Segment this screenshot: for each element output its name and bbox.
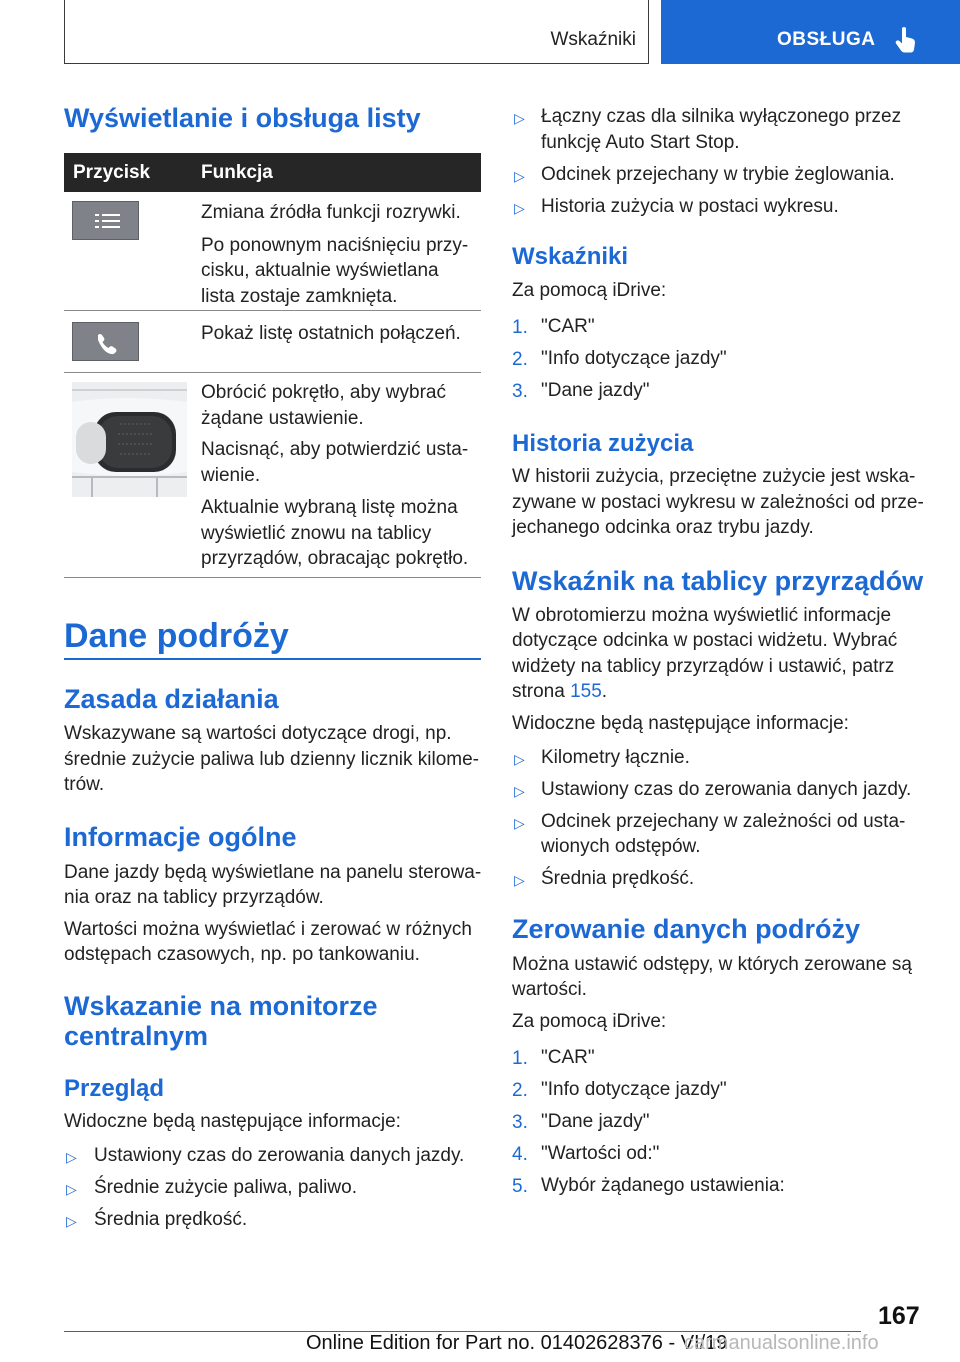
bullet-triangle-icon: ▷ <box>66 1181 77 1197</box>
bullet-triangle-icon: ▷ <box>514 110 525 126</box>
header-section-label: Wskaźniki <box>550 29 636 50</box>
phone-button-image <box>72 322 139 361</box>
bullet-triangle-icon: ▷ <box>514 168 525 184</box>
step-number: 4. <box>512 1144 528 1165</box>
indicators-step1: "CAR" <box>541 316 595 337</box>
overview-bullet1: Ustawiony czas do zerowania danych jazdy. <box>94 1145 465 1166</box>
cluster-info-text: Widoczne będą następujące informacje: <box>512 713 849 734</box>
general-text3: Wartości można wyświetlać i zerować w różnych <box>64 919 472 940</box>
bullet-triangle-icon: ▷ <box>514 872 525 888</box>
cluster-bullet2: Ustawiony czas do zerowania danych jazdy. <box>541 779 912 800</box>
overview-bullet3: Średnia prędkość. <box>94 1209 248 1230</box>
principle-heading: Zasada działania <box>64 684 279 714</box>
top-bullet3: Historia zużycia w postaci wykresu. <box>541 196 839 217</box>
step-number: 1. <box>512 1048 528 1069</box>
monitor-heading-line2: centralnym <box>64 1021 209 1051</box>
table-row2-text1: Pokaż listę ostatnich połączeń. <box>201 323 461 344</box>
step-number: 3. <box>512 381 528 402</box>
indicators-heading: Wskaźniki <box>512 243 629 270</box>
cluster-text4 <box>512 679 607 705</box>
bullet-triangle-icon: ▷ <box>66 1213 77 1229</box>
history-text3: jechanego odcinka oraz trybu jazdy. <box>512 517 814 538</box>
cluster-bullet1: Kilometry łącznie. <box>541 747 690 768</box>
page-number: 167 <box>878 1302 920 1330</box>
principle-text3: trów. <box>64 774 105 795</box>
general-heading: Informacje ogólne <box>64 822 297 852</box>
cluster-text3: widżety na tablicy przyrządów i ustawić, patrz <box>512 656 895 677</box>
reset-step5: Wybór żądanego ustawienia: <box>541 1175 785 1196</box>
table-row-divider <box>64 372 481 373</box>
reset-step3: "Dane jazdy" <box>541 1111 650 1132</box>
bullet-triangle-icon: ▷ <box>514 751 525 767</box>
step-number: 1. <box>512 317 528 338</box>
table-row3-text5: Aktualnie wybraną listę można <box>201 497 458 518</box>
reset-text1: Można ustawić odstępy, w których zerowane są <box>512 954 912 975</box>
table-row3-text6: wyświetlić znowu na tablicy <box>201 523 432 544</box>
step-number: 2. <box>512 349 528 370</box>
general-text4: odstępach czasowych, np. po tankowaniu. <box>64 944 420 965</box>
header-chapter-box <box>661 0 960 64</box>
principle-text2: średnie zużycie paliwa lub dzienny licznik kilome- <box>64 749 480 770</box>
footer-edition: Online Edition for Part no. 01402628376 - VI/19 <box>306 1332 728 1354</box>
table-row3-text4: wienie. <box>201 465 261 486</box>
table-row1-text1: Zmiana źródła funkcji rozrywki. <box>201 202 461 223</box>
principle-text1: Wskazywane są wartości dotyczące drogi, np. <box>64 723 452 744</box>
cluster-bullet3-line2: wionych odstępów. <box>541 836 701 857</box>
cluster-bullet3-line1: Odcinek przejechany w zależności od usta- <box>541 811 906 832</box>
top-bullet1-line2: funkcję Auto Start Stop. <box>541 132 740 153</box>
header-chapter-label: OBSŁUGA <box>777 29 876 50</box>
list-icon <box>73 202 140 241</box>
bullet-triangle-icon: ▷ <box>66 1149 77 1165</box>
table-row3-text3: Nacisnąć, aby potwierdzić usta- <box>201 439 469 460</box>
indicators-step3: "Dane jazdy" <box>541 380 650 401</box>
table-col-function: Funkcja <box>201 162 273 183</box>
reset-heading: Zerowanie danych podróży <box>512 914 861 944</box>
table-row3-text7: przyrządów, obracając pokrętło. <box>201 548 469 569</box>
cluster-bullet4: Średnia prędkość. <box>541 868 695 889</box>
general-text2: nia oraz na tablicy przyrządów. <box>64 887 324 908</box>
cluster-text1: W obrotomierzu można wyświetlić informacje <box>512 605 892 626</box>
cluster-text4-end: . <box>601 681 608 702</box>
indicators-step2: "Info dotyczące jazdy" <box>541 348 727 369</box>
history-heading: Historia zużycia <box>512 430 694 457</box>
reset-step2: "Info dotyczące jazdy" <box>541 1079 727 1100</box>
list-button-image <box>72 201 139 240</box>
reset-step1: "CAR" <box>541 1047 595 1068</box>
overview-heading: Przegląd <box>64 1075 165 1102</box>
reset-text3: Za pomocą iDrive: <box>512 1011 667 1032</box>
indicators-text: Za pomocą iDrive: <box>512 280 667 301</box>
bullet-triangle-icon: ▷ <box>514 815 525 831</box>
step-number: 3. <box>512 1112 528 1133</box>
page-reference-link[interactable]: 155 <box>570 681 602 702</box>
header-section-box <box>64 0 649 64</box>
table-col-button: Przycisk <box>73 162 151 183</box>
main-heading-rule <box>64 658 481 660</box>
cluster-text2: dotyczące odcinka w postaci widżetu. Wybrać <box>512 630 898 651</box>
top-bullet2: Odcinek przejechany w trybie żeglowania. <box>541 164 895 185</box>
cluster-text4-prefix: strona <box>512 681 571 702</box>
pointing-hand-icon <box>895 26 917 54</box>
table-row-divider <box>64 577 481 578</box>
table-header <box>64 153 481 192</box>
controller-knob-image <box>72 382 187 497</box>
step-number: 5. <box>512 1176 528 1197</box>
step-number: 2. <box>512 1080 528 1101</box>
table-row1-text2: Po ponownym naciśnięciu przy- <box>201 235 469 256</box>
table-row1-text3: cisku, aktualnie wyświetlana <box>201 260 439 281</box>
main-heading: Dane podróży <box>64 617 289 655</box>
cluster-heading: Wskaźnik na tablicy przyrządów <box>512 566 924 596</box>
table-row3-text2: żądane ustawienie. <box>201 408 364 429</box>
watermark: carmanualsonline.info <box>684 1332 879 1354</box>
reset-step4: "Wartości od:" <box>541 1143 660 1164</box>
reset-text2: wartości. <box>512 979 587 1000</box>
history-text2: zywane w postaci wykresu w zależności od prze- <box>512 492 924 513</box>
list-section-title: Wyświetlanie i obsługa listy <box>64 103 421 133</box>
monitor-heading-line1: Wskazanie na monitorze <box>64 991 378 1021</box>
table-row1-text4: lista zostaje zamknięta. <box>201 286 398 307</box>
top-bullet1-line1: Łączny czas dla silnika wyłączonego przez <box>541 106 902 127</box>
overview-bullet2: Średnie zużycie paliwa, paliwo. <box>94 1177 357 1198</box>
phone-icon <box>73 323 140 362</box>
table-row-divider <box>64 310 481 311</box>
table-row3-text1: Obrócić pokrętło, aby wybrać <box>201 382 446 403</box>
history-text1: W historii zużycia, przeciętne zużycie jest wska- <box>512 466 916 487</box>
bullet-triangle-icon: ▷ <box>514 200 525 216</box>
general-text1: Dane jazdy będą wyświetlane na panelu sterowa- <box>64 862 482 883</box>
bullet-triangle-icon: ▷ <box>514 783 525 799</box>
overview-text: Widoczne będą następujące informacje: <box>64 1111 401 1132</box>
